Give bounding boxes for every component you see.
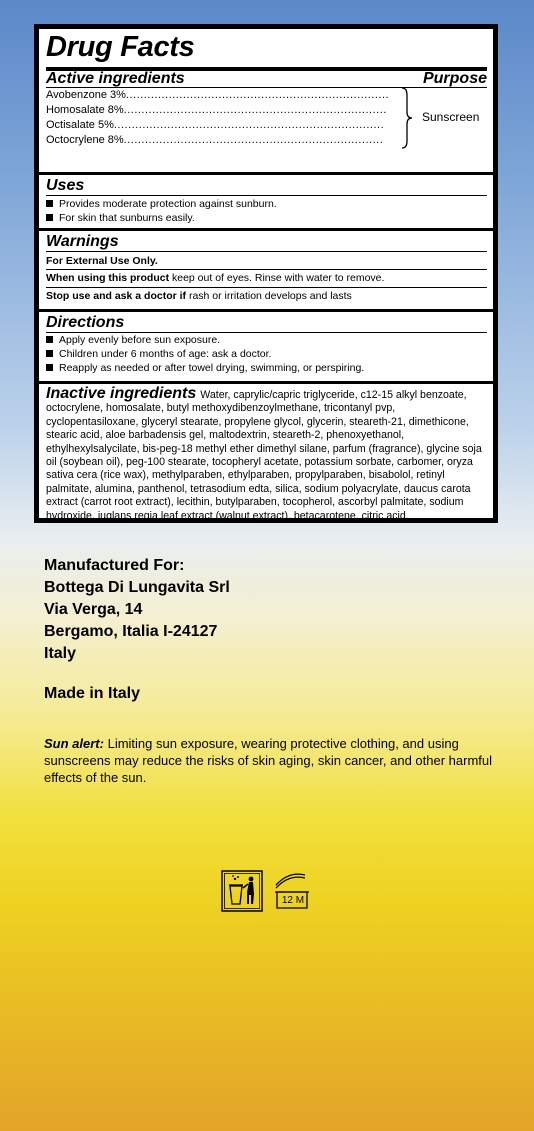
company-name: Bottega Di Lungavita Srl bbox=[44, 579, 230, 596]
warnings-divider bbox=[46, 269, 487, 270]
list-item-text: Apply evenly before sun exposure. bbox=[59, 334, 221, 346]
when-using-label: When using this product bbox=[46, 272, 170, 284]
when-using-text bbox=[46, 272, 384, 284]
ingredient-name: Octocrylene 8% bbox=[46, 134, 124, 146]
address-city: Bergamo, Italia I-24127 bbox=[44, 623, 218, 640]
ingredient-row bbox=[46, 134, 402, 146]
inactive-ingredients-text: Water, caprylic/capric triglyceride, c12-15 alkyl benzoate, octocrylene, homosalate, butyl methoxydibenzoylmethane, tricontanyl pvp, cyclopentasiloxane, glyceryl stearate, propylene glycol, glycerin, steareth-21, dimethicone, stearic acid, aloe barbadensis gel, maltodextrin, steareth-2, phenoxyethanol, ethylhexylsalycilate, bis-peg-18 methyl ether dimethyl silane, parfum (fragrance), glycine soja oil (soybean oil), peg-100 stearate, tocopheryl acetate, potassium sorbate, carbomer, oryza sativa cera (rice wax), methylparaben, ethylparaben, propylparaben, bisabolol, retinyl palmitate, alumina, panthenol, tetrasodium edta, silica, sodium polyacrylate, daucus carota extract (carrot root extract), lecithin, butylparaben, tocopherol, ascorbyl palmitate, sodium hydroxide, juglans regia leaf extract (walnut extract), betacarotene, citric acid. bbox=[46, 389, 482, 522]
active-ingredients-header: Active ingredients bbox=[46, 70, 185, 87]
drug-facts-box bbox=[34, 24, 498, 523]
inactive-ingredients-panel bbox=[39, 384, 493, 522]
ingredient-row bbox=[46, 104, 402, 116]
ingredient-row bbox=[46, 119, 402, 131]
list-item bbox=[46, 348, 271, 360]
address-street: Via Verga, 14 bbox=[44, 601, 143, 618]
directions-header: Directions bbox=[46, 314, 125, 331]
when-using-value: keep out of eyes. Rinse with water to remove. bbox=[172, 272, 385, 284]
list-item-text: Children under 6 months of age: ask a doctor. bbox=[59, 348, 272, 360]
leader-dots: ............................................................................ bbox=[113, 119, 385, 131]
uses-header: Uses bbox=[46, 177, 85, 194]
made-in-text: Made in Italy bbox=[44, 685, 141, 702]
package-symbols bbox=[221, 870, 313, 912]
stop-use-label: Stop use and ask a doctor if bbox=[46, 290, 187, 302]
purpose-header: Purpose bbox=[422, 70, 487, 87]
directions-panel bbox=[39, 312, 493, 381]
warnings-rule bbox=[46, 251, 487, 252]
address-country: Italy bbox=[44, 645, 77, 662]
bullet-icon bbox=[46, 364, 53, 371]
uses-rule bbox=[46, 195, 487, 196]
bullet-icon bbox=[46, 350, 53, 357]
stop-use-text bbox=[46, 290, 352, 302]
external-use-text: For External Use Only. bbox=[46, 255, 158, 267]
leader-dots: ......................................................................... bbox=[123, 134, 384, 146]
inactive-ingredients-block bbox=[46, 387, 487, 523]
uses-panel bbox=[39, 175, 493, 228]
bullet-icon bbox=[46, 336, 53, 343]
directions-rule bbox=[46, 332, 487, 333]
brace-icon bbox=[400, 87, 414, 149]
warnings-divider bbox=[46, 287, 487, 288]
stop-use-value: rash or irritation develops and lasts bbox=[188, 290, 352, 302]
bullet-icon bbox=[46, 200, 53, 207]
list-item bbox=[46, 334, 220, 346]
ingredient-row bbox=[46, 89, 402, 101]
list-item bbox=[46, 198, 277, 210]
leader-dots: .......................................................................... bbox=[123, 104, 387, 116]
list-item-text: Reapply as needed or after towel drying, swimming, or perspiring. bbox=[59, 362, 365, 374]
sun-alert-text: Limiting sun exposure, wearing protective clothing, and using sunscreens may reduce the risks of skin aging, skin cancer, and other harmful effects of the sun. bbox=[44, 736, 492, 785]
ingredient-name: Octisalate 5% bbox=[46, 119, 114, 131]
list-item bbox=[46, 212, 195, 224]
drug-facts-title: Drug Facts bbox=[46, 31, 195, 63]
list-item bbox=[46, 362, 364, 374]
pao-label: 12 M bbox=[281, 895, 305, 906]
list-item-text: For skin that sunburns easily. bbox=[59, 212, 195, 224]
warnings-header: Warnings bbox=[46, 233, 119, 250]
manufactured-for-label: Manufactured For: bbox=[44, 557, 185, 574]
warnings-panel bbox=[39, 231, 493, 309]
purpose-value: Sunscreen bbox=[422, 110, 480, 124]
inactive-ingredients-header: Inactive ingredients bbox=[46, 385, 197, 402]
sun-alert bbox=[44, 735, 494, 786]
recycle-bin-icon bbox=[221, 870, 263, 912]
sun-alert-label: Sun alert: bbox=[44, 736, 104, 751]
active-ingredients-panel bbox=[39, 29, 493, 172]
ingredient-name: Homosalate 8% bbox=[46, 104, 124, 116]
list-item-text: Provides moderate protection against sunburn. bbox=[59, 198, 277, 210]
bullet-icon bbox=[46, 214, 53, 221]
active-rule bbox=[46, 87, 487, 88]
leader-dots: .......................................................................... bbox=[125, 89, 390, 101]
ingredient-name: Avobenzone 3% bbox=[46, 89, 126, 101]
